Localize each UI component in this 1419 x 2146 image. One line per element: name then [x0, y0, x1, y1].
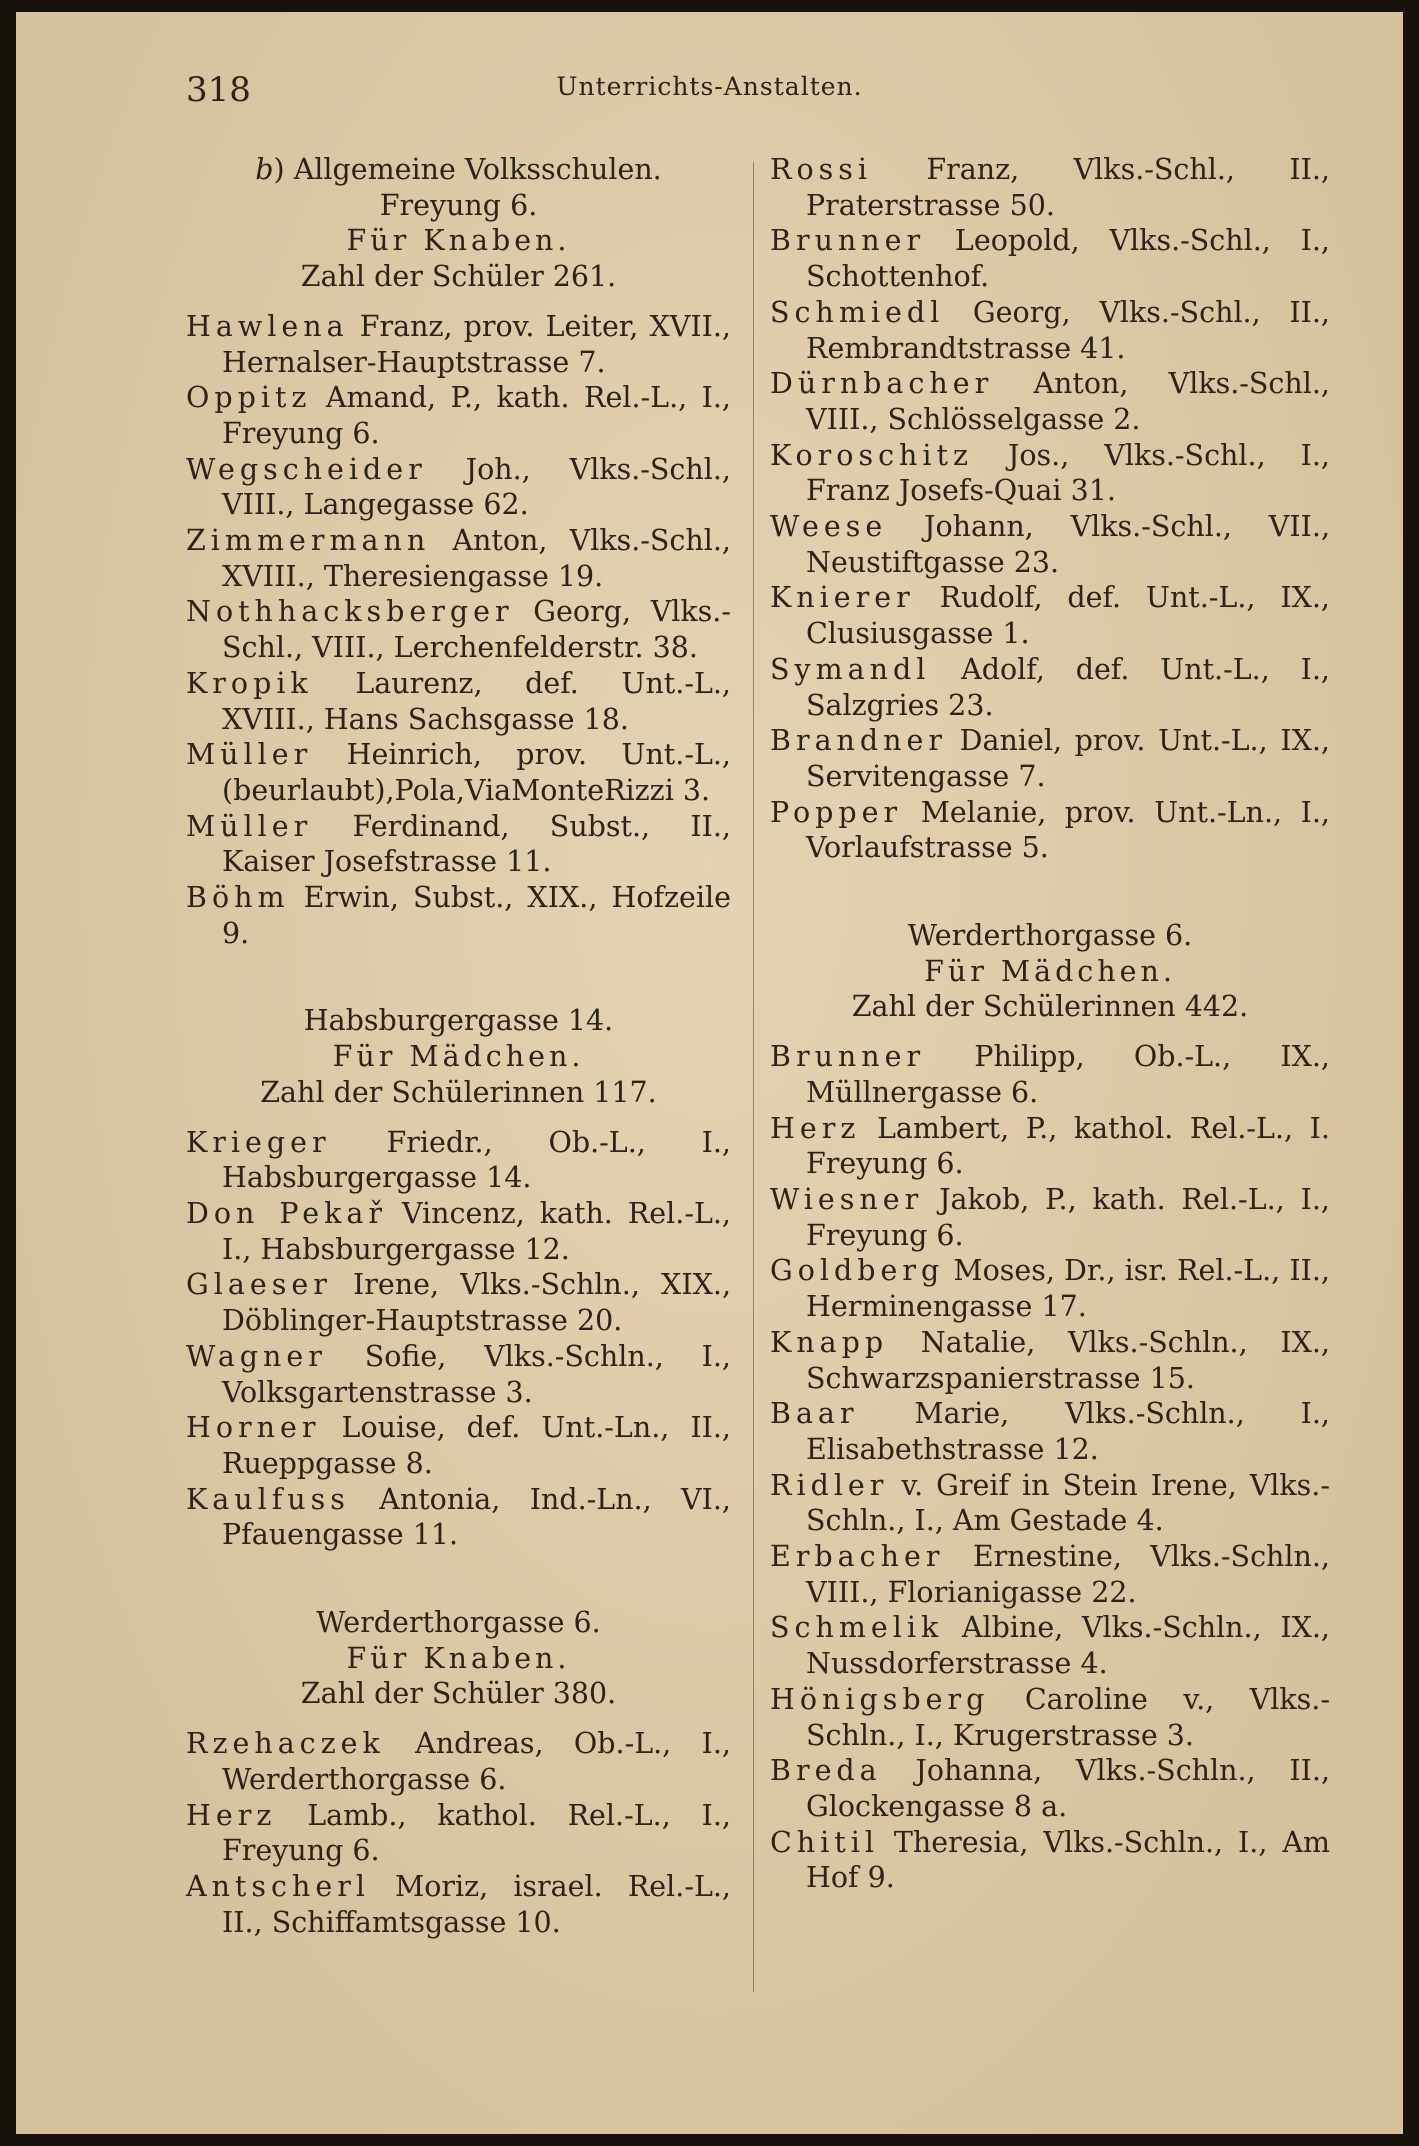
teacher-details: Antonia, Ind.-Ln., VI., Pfauengasse 11.: [222, 1482, 731, 1552]
teacher-details: Laurenz, def. Unt.-L., XVIII., Hans Sachsgasse 18.: [222, 666, 731, 736]
teacher-entry: [770, 1753, 1330, 1824]
teacher-name: Zimmermann: [186, 524, 431, 558]
teacher-entry: [770, 295, 1330, 366]
teacher-entry: [770, 1468, 1330, 1539]
teacher-entry: [186, 309, 731, 380]
group-spacer: [186, 1553, 731, 1605]
teacher-name: Glaeser: [186, 1268, 332, 1302]
teacher-details: Heinrich, prov. Unt.-L., (beurlaubt),Pola,ViaMonteRizzi 3.: [222, 738, 731, 807]
teacher-name: Wiesner: [770, 1182, 924, 1216]
left-groups: [186, 188, 731, 1941]
directory-group: [186, 951, 731, 1553]
teacher-entry: [186, 1339, 731, 1410]
teacher-entry: [186, 1869, 731, 1940]
teacher-details: Erwin, Subst., XIX., Hofzeile 9.: [222, 881, 731, 950]
teacher-name: Müller: [186, 738, 313, 772]
teacher-entry: [186, 666, 731, 737]
teacher-details: Theresia, Vlks.-Schln., I., Am Hof 9.: [806, 1825, 1330, 1895]
teacher-entry: [770, 438, 1330, 509]
teacher-entry: [770, 723, 1330, 794]
teacher-name: Kropik: [186, 666, 313, 700]
teacher-details: Ernestine, Vlks.-Schln., VIII., Florianigasse 22.: [806, 1540, 1330, 1609]
teacher-details: Sofie, Vlks.-Schln., I., Volksgartenstrasse 3.: [222, 1339, 731, 1409]
page-header: [16, 70, 1403, 110]
left-column: [186, 152, 731, 1940]
teacher-details: Johann, Vlks.-Schl., VII., Neustiftgasse 23.: [806, 510, 1330, 579]
school-address: Werderthorgasse 6.: [316, 1606, 601, 1640]
pupil-count: Zahl der Schüler 380.: [300, 1677, 617, 1711]
teacher-details: Vincenz, kath. Rel.-L., I., Habsburgergasse 12.: [222, 1196, 731, 1266]
teacher-entry: [770, 366, 1330, 437]
teacher-details: Franz, Vlks.-Schl., II., Praterstrasse 50.: [806, 153, 1330, 222]
teacher-details: Moses, Dr., isr. Rel.-L., II., Herminengasse 17.: [806, 1254, 1330, 1324]
section-title: b) Allgemeine Volksschulen.: [255, 153, 662, 186]
teacher-details: Moriz, israel. Rel.-L., II., Schiffamtsgasse 10.: [222, 1869, 731, 1939]
teacher-entry: [186, 1482, 731, 1553]
school-address: Habsburgergasse 14.: [303, 1004, 614, 1038]
teacher-entry: [770, 1039, 1330, 1110]
teacher-entry: [186, 452, 731, 523]
school-type: Für Mädchen.: [332, 1040, 585, 1074]
teacher-entry: [770, 1682, 1330, 1753]
teacher-name: Knierer: [770, 581, 915, 615]
teacher-name: Koroschitz: [770, 438, 973, 472]
teacher-details: Jakob, P., kath. Rel.-L., I., Freyung 6.: [806, 1182, 1330, 1252]
teacher-entry: [186, 1196, 731, 1267]
teacher-entry: [770, 1325, 1330, 1396]
teacher-entry: [770, 223, 1330, 294]
teacher-entry: [770, 152, 1330, 223]
teacher-name: Don Pekař: [186, 1196, 387, 1230]
teacher-name: Breda: [770, 1754, 882, 1788]
teacher-name: Chitil: [770, 1825, 879, 1859]
directory-group: [186, 1553, 731, 1940]
teacher-details: Joh., Vlks.-Schl., VIII., Langegasse 62.: [222, 452, 731, 522]
teacher-name: Erbacher: [770, 1540, 945, 1574]
teacher-name: Herz: [186, 1798, 277, 1832]
teacher-name: Symandl: [770, 652, 931, 686]
teacher-name: Hawlena: [186, 309, 349, 343]
teacher-details: Andreas, Ob.-L., I., Werderthorgasse 6.: [222, 1727, 731, 1796]
teacher-entry: [186, 809, 731, 880]
teacher-name: Brunner: [770, 1040, 926, 1074]
teacher-entry: [770, 509, 1330, 580]
teacher-details: Philipp, Ob.-L., IX., Müllnergasse 6.: [806, 1040, 1330, 1109]
teacher-details: Georg, Vlks.-Schl., VIII., Lerchenfelderstr. 38.: [222, 595, 731, 665]
teacher-entry: [770, 580, 1330, 651]
teacher-details: Caroline v., Vlks.-Schln., I., Krugerstrasse 3.: [806, 1682, 1330, 1752]
column-rule: [753, 162, 754, 1992]
teacher-details: Anton, Vlks.-Schl., VIII., Schlösselgasse 2.: [806, 367, 1330, 436]
teacher-entry: [770, 1111, 1330, 1182]
teacher-details: Adolf, def. Unt.-L., I., Salzgries 23.: [806, 652, 1330, 722]
teacher-entry: [186, 1410, 731, 1481]
teacher-name: Goldberg: [770, 1254, 945, 1288]
teacher-name: Krieger: [186, 1125, 331, 1159]
teacher-entry: [186, 1125, 731, 1196]
teacher-entry: [186, 380, 731, 451]
teacher-name: Oppitz: [186, 381, 312, 415]
teacher-name: Schmelik: [770, 1611, 944, 1645]
directory-group: [770, 152, 1330, 866]
teacher-name: Herz: [770, 1111, 861, 1145]
teacher-details: Rudolf, def. Unt.-L., IX., Clusiusgasse 1.: [806, 581, 1330, 651]
teacher-details: Leopold, Vlks.-Schl., I., Schottenhof.: [806, 224, 1330, 294]
teacher-details: Daniel, prov. Unt.-L., IX., Servitengasse 7.: [806, 724, 1330, 793]
teacher-details: Louise, def. Unt.-Ln., II., Rueppgasse 8.: [222, 1411, 731, 1480]
teacher-name: Ridler: [770, 1468, 889, 1502]
teacher-details: v. Greif in Stein Irene, Vlks.-Schln., I., Am Gestade 4.: [806, 1468, 1330, 1538]
school-address: Freyung 6.: [379, 188, 538, 222]
school-type: Für Knaben.: [346, 1641, 571, 1675]
right-groups: [770, 152, 1330, 1896]
teacher-details: Irene, Vlks.-Schln., XIX., Döblinger-Hauptstrasse 20.: [222, 1268, 731, 1338]
teacher-details: Marie, Vlks.-Schln., I., Elisabethstrasse 12.: [806, 1397, 1330, 1466]
teacher-entry: [186, 1267, 731, 1338]
teacher-details: Jos., Vlks.-Schl., I., Franz Josefs-Quai 31.: [806, 438, 1330, 508]
group-spacer: [770, 866, 1330, 918]
teacher-name: Rzehaczek: [186, 1727, 385, 1761]
pupil-count: Zahl der Schüler 261.: [300, 260, 617, 294]
teacher-details: Lambert, P., kathol. Rel.-L., I. Freyung 6.: [806, 1111, 1330, 1181]
teacher-entry: [770, 1182, 1330, 1253]
teacher-entry: [770, 652, 1330, 723]
page-number: 318: [186, 70, 251, 110]
school-type: Für Knaben.: [346, 224, 571, 258]
teacher-name: Rossi: [770, 153, 872, 186]
school-address: Werderthorgasse 6.: [907, 919, 1193, 953]
teacher-name: Weese: [770, 510, 888, 544]
teacher-details: Franz, prov. Leiter, XVII., Hernalser-Hauptstrasse 7.: [222, 309, 731, 379]
pupil-count: Zahl der Schülerinnen 442.: [851, 990, 1249, 1024]
directory-group: [186, 188, 731, 952]
book-page: [16, 12, 1403, 2134]
teacher-name: Horner: [186, 1411, 321, 1445]
teacher-name: Kaulfuss: [186, 1482, 350, 1516]
right-column: [770, 152, 1330, 1896]
teacher-details: Amand, P., kath. Rel.-L., I., Freyung 6.: [222, 381, 731, 450]
teacher-entry: [186, 523, 731, 594]
teacher-name: Hönigsberg: [770, 1682, 990, 1716]
teacher-name: Schmiedl: [770, 295, 945, 329]
teacher-entry: [770, 1396, 1330, 1467]
teacher-details: Friedr., Ob.-L., I., Habsburgergasse 14.: [222, 1125, 731, 1195]
running-title: Unterrichts-Anstalten.: [556, 72, 863, 101]
teacher-entry: [770, 795, 1330, 866]
teacher-name: Popper: [770, 795, 903, 829]
teacher-name: Antscherl: [186, 1869, 370, 1903]
teacher-entry: [186, 737, 731, 808]
teacher-name: Knapp: [770, 1325, 889, 1359]
teacher-name: Wegscheider: [186, 452, 427, 486]
teacher-details: Georg, Vlks.-Schl., II., Rembrandtstrasse 41.: [806, 295, 1330, 365]
pupil-count: Zahl der Schülerinnen 117.: [260, 1075, 657, 1109]
teacher-name: Brandner: [770, 724, 948, 758]
teacher-entry: [186, 880, 731, 951]
directory-group: [770, 866, 1330, 1896]
teacher-name: Wagner: [186, 1339, 327, 1373]
teacher-entry: [770, 1539, 1330, 1610]
teacher-entry: [186, 594, 731, 665]
teacher-details: Johanna, Vlks.-Schln., II., Glockengasse 8 a.: [806, 1754, 1330, 1823]
teacher-details: Ferdinand, Subst., II., Kaiser Josefstrasse 11.: [222, 809, 731, 879]
teacher-name: Nothhacksberger: [186, 595, 514, 629]
teacher-name: Böhm: [186, 881, 290, 915]
teacher-details: Natalie, Vlks.-Schln., IX., Schwarzspanierstrasse 15.: [806, 1325, 1330, 1395]
teacher-details: Lamb., kathol. Rel.-L., I., Freyung 6.: [222, 1798, 731, 1868]
teacher-details: Melanie, prov. Unt.-Ln., I., Vorlaufstrasse 5.: [806, 795, 1330, 865]
teacher-details: Anton, Vlks.-Schl., XVIII., Theresiengasse 19.: [222, 524, 731, 593]
teacher-details: Albine, Vlks.-Schln., IX., Nussdorferstrasse 4.: [806, 1611, 1330, 1681]
teacher-name: Baar: [770, 1397, 859, 1431]
teacher-entry: [770, 1253, 1330, 1324]
school-type: Für Mädchen.: [924, 954, 1176, 988]
teacher-entry: [186, 1726, 731, 1797]
teacher-entry: [770, 1610, 1330, 1681]
teacher-entry: [186, 1798, 731, 1869]
teacher-name: Dürnbacher: [770, 367, 994, 401]
teacher-name: Müller: [186, 809, 313, 843]
teacher-entry: [770, 1825, 1330, 1896]
teacher-name: Brunner: [770, 224, 926, 258]
group-spacer: [186, 951, 731, 1003]
